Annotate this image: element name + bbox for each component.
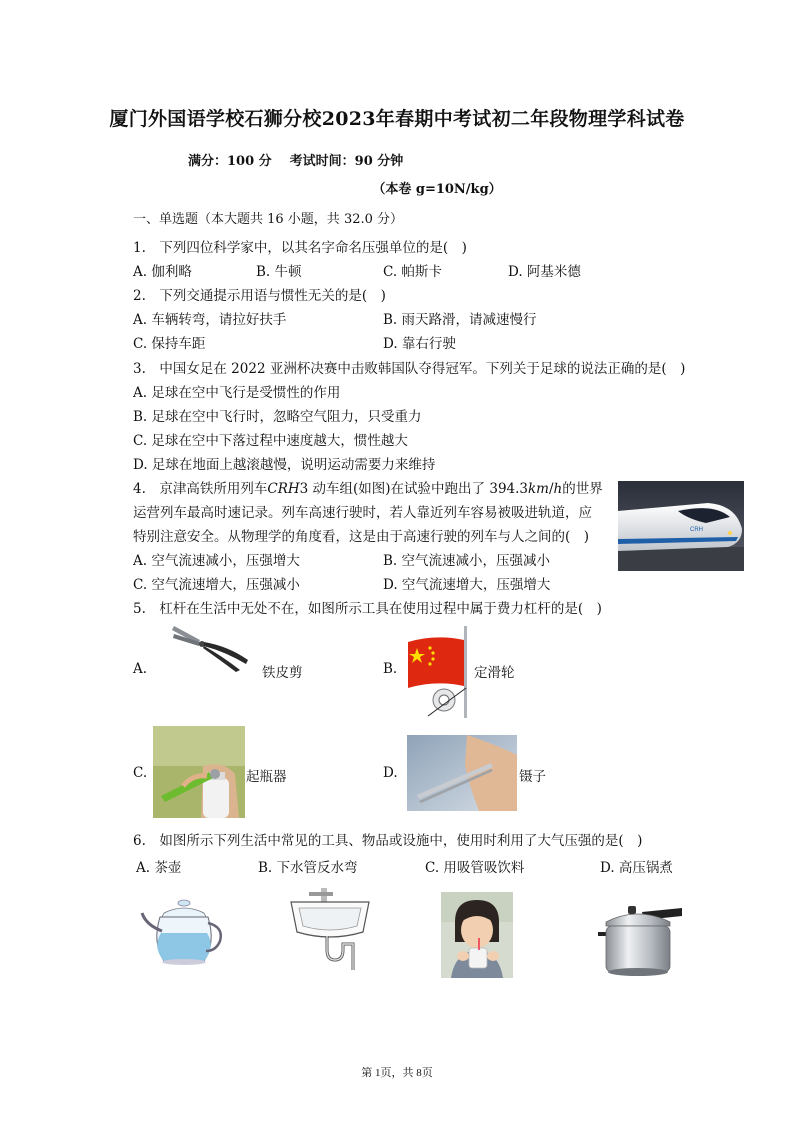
- q5-option-b-caption: 定滑轮: [474, 665, 515, 681]
- bottle-opener-image: [153, 726, 245, 818]
- q6-option-d: D. 高压锅煮: [600, 860, 673, 876]
- exam-meta: [188, 150, 403, 169]
- child-drinking-straw-image: [441, 892, 513, 978]
- question-4-line-2: 运营列车最高时速记录。列车高速行驶时，若人靠近列车容易被吸进轨道，应: [133, 505, 592, 521]
- q3-option-d: D. 足球在地面上越滚越慢，说明运动需要力来维持: [133, 457, 436, 473]
- full-score: 满分：100 分: [188, 154, 272, 169]
- q2-option-c: C. 保持车距: [133, 336, 206, 352]
- q6-option-c: C. 用吸管吸饮料: [425, 860, 525, 876]
- q3-option-b: B. 足球在空中飞行时，忽略空气阻力，只受重力: [133, 409, 422, 425]
- exam-title: 厦门外国语学校石狮分校2023年春期中考试初二年段物理学科试卷: [109, 108, 685, 130]
- tin-snips-image: [170, 620, 252, 674]
- q5-option-c-caption: 起瓶器: [246, 769, 287, 785]
- q5-option-d-caption: 镊子: [519, 769, 546, 785]
- q4-option-a: A. 空气流速减小，压强增大: [133, 553, 300, 569]
- section-heading: 一、单选题（本大题共 16 小题，共 32.0 分）: [133, 212, 404, 227]
- high-speed-train-image: [618, 481, 744, 571]
- q6-option-a: A. 茶壶: [136, 860, 182, 876]
- sink-drain-trap-image: [287, 888, 373, 970]
- q6-option-b: B. 下水管反水弯: [258, 860, 358, 876]
- q1-option-c: C. 帕斯卡: [383, 264, 442, 280]
- question-4-line-1: 4. 京津高铁所用列车𝐶𝑅𝐻3 动车组(如图)在试验中跑出了 394.3𝑘𝑚/ℎ的世界: [133, 481, 603, 497]
- pressure-cooker-image: [598, 898, 684, 978]
- q2-option-b: B. 雨天路滑，请减速慢行: [383, 312, 537, 328]
- q4-option-c: C. 空气流速增大，压强减小: [133, 577, 300, 593]
- q1-option-d: D. 阿基米德: [508, 264, 581, 280]
- tweezers-image: [407, 735, 517, 811]
- gravity-note: （本卷 g=10N/kg）: [372, 182, 502, 197]
- q5-option-a-letter: A.: [133, 661, 148, 677]
- question-1-stem: 1. 下列四位科学家中，以其名字命名压强单位的是( ): [133, 240, 467, 256]
- q4-option-b: B. 空气流速减小，压强减小: [383, 553, 551, 569]
- q2-option-d: D. 靠右行驶: [383, 336, 456, 352]
- question-3-stem: 3. 中国女足在 2022 亚洲杯决赛中击败韩国队夺得冠军。下列关于足球的说法正确的是( ): [133, 361, 686, 377]
- q2-option-a: A. 车辆转弯，请拉好扶手: [133, 312, 287, 328]
- q1-option-a: A. 伽利略: [133, 264, 192, 280]
- q1-option-b: B. 牛顿: [256, 264, 302, 280]
- question-4-line-3: 特别注意安全。从物理学的角度看，这是由于高速行驶的列车与人之间的( ): [133, 529, 590, 545]
- q5-option-c-letter: C.: [133, 765, 148, 781]
- question-2-stem: 2. 下列交通提示用语与惯性无关的是( ): [133, 288, 386, 304]
- teapot-image: [140, 895, 226, 969]
- q5-option-a-caption: 铁皮剪: [262, 665, 303, 681]
- exam-time: 考试时间：90 分钟: [289, 154, 404, 169]
- q4-option-d: D. 空气流速增大，压强增大: [383, 577, 551, 593]
- crh-label: CRH: [690, 527, 703, 533]
- fixed-pulley-flag-image: [404, 626, 474, 718]
- page-number: 第 1页，共 8页: [361, 1067, 433, 1079]
- q3-option-a: A. 足球在空中飞行是受惯性的作用: [133, 385, 341, 401]
- q3-option-c: C. 足球在空中下落过程中速度越大，惯性越大: [133, 433, 408, 449]
- question-5-stem: 5. 杠杆在生活中无处不在，如图所示工具在使用过程中属于费力杠杆的是( ): [133, 601, 602, 617]
- q5-option-d-letter: D.: [383, 765, 398, 781]
- q5-option-b-letter: B.: [383, 661, 398, 677]
- question-6-stem: 6. 如图所示下列生活中常见的工具、物品或设施中，使用时利用了大气压强的是( ): [133, 833, 643, 849]
